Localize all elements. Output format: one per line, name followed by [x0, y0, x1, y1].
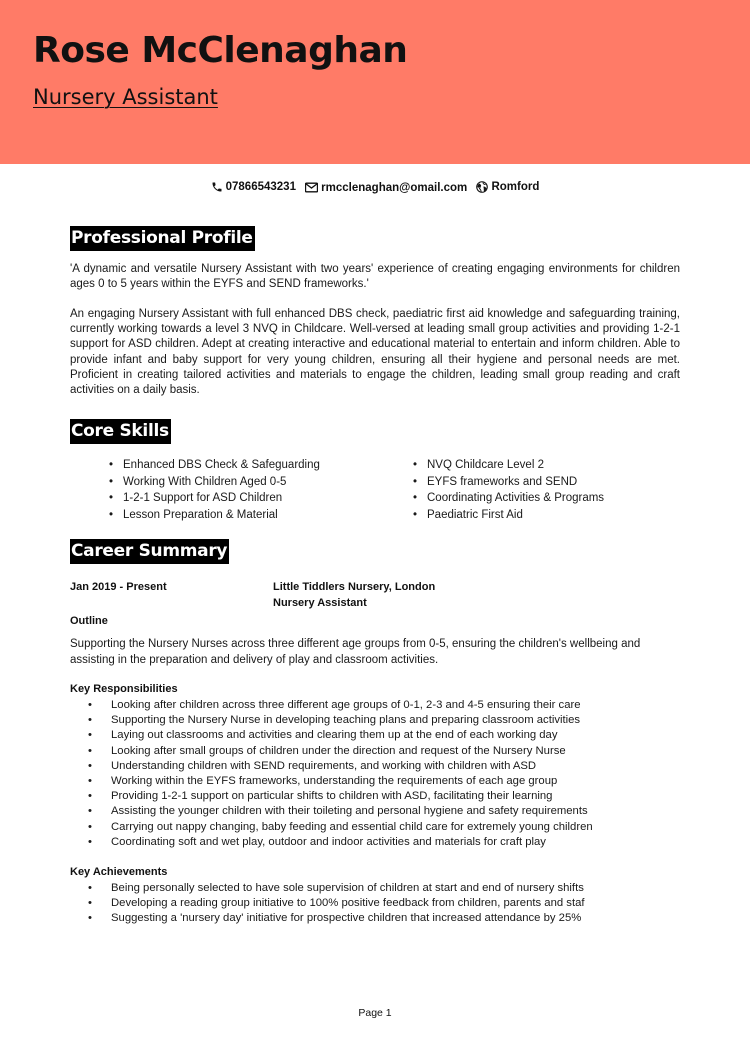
job-role: Nursery Assistant [273, 597, 367, 609]
skill-item: • EYFS frameworks and SEND [413, 474, 604, 491]
skill-item: • Enhanced DBS Check & Safeguarding [109, 457, 320, 474]
skill-item: • Coordinating Activities & Programs [413, 490, 604, 507]
achievements-list [70, 881, 690, 927]
list-item: • Being personally selected to have sole supervision of children at start and end of nursery shifts [70, 881, 690, 896]
contact-phone[interactable] [211, 181, 296, 193]
list-item: • Carrying out nappy changing, baby feeding and essential child care for extremely young children [70, 820, 690, 835]
job-dates: Jan 2019 - Present [70, 581, 167, 593]
globe-icon [476, 181, 488, 193]
list-item: • Laying out classrooms and activities and clearing them up at the end of each working day [70, 728, 690, 743]
contact-location [476, 181, 539, 193]
list-item: • Providing 1-2-1 support on particular shifts to children with ASD, facilitating their learning [70, 789, 690, 804]
achievements-label: Key Achievements [70, 866, 168, 878]
skills-list-left [109, 457, 320, 523]
outline-label: Outline [70, 615, 108, 627]
list-item: • Coordinating soft and wet play, outdoor and indoor activities and materials for craft play [70, 835, 690, 850]
profile-heading: Professional Profile [70, 226, 255, 251]
skill-item: • Paediatric First Aid [413, 507, 604, 524]
career-heading: Career Summary [70, 539, 229, 564]
skill-item: • Lesson Preparation & Material [109, 507, 320, 524]
skills-heading: Core Skills [70, 419, 171, 444]
list-item: • Supporting the Nursery Nurse in developing teaching plans and preparing classroom activities [70, 713, 690, 728]
email-address: rmcclenaghan@omail.com [321, 181, 468, 194]
location-text: Romford [491, 181, 540, 193]
responsibilities-list [70, 698, 690, 850]
contact-email[interactable] [305, 182, 467, 194]
page-number: Page 1 [358, 1007, 392, 1019]
contact-bar [0, 181, 750, 196]
profile-summary: 'A dynamic and versatile Nursery Assistant with two years' experience of creating engaging environments for children ages 0 to 5 years within the EYFS and SEND frameworks.' [70, 263, 680, 291]
phone-number: 07866543231 [225, 181, 296, 193]
employer-name: Little Tiddlers Nursery, London [273, 581, 436, 593]
list-item: • Understanding children with SEND requirements, and working with children with ASD [70, 759, 690, 774]
header-banner [0, 0, 750, 164]
list-item: • Looking after small groups of children under the direction and request of the Nursery Nurse [70, 744, 690, 759]
responsibilities-label: Key Responsibilities [70, 683, 178, 695]
envelope-icon [305, 182, 318, 193]
candidate-name: Rose McClenaghan [33, 30, 408, 71]
skill-item: • Working With Children Aged 0-5 [109, 474, 320, 491]
skill-item: • NVQ Childcare Level 2 [413, 457, 604, 474]
skills-list-right [413, 457, 604, 523]
profile-body: An engaging Nursery Assistant with full enhanced DBS check, paediatric first aid knowledge and safeguarding training, currently working towards a level 3 NVQ in Childcare. Well-versed at leading small group activities and providing 1-2-1 support for ASD children. Adept at creating interactive and educational material to entertain and inform children. Able to provide infant and baby support for very young children, ensuring all their hygiene and personal needs are met. Proficient in creating tailored activities and materials to engage the children, leading small group reading and craft activities on a daily basis. [70, 308, 680, 397]
job-title: Nursery Assistant [33, 85, 218, 109]
list-item: • Developing a reading group initiative to 100% positive feedback from children, parents and staf [70, 896, 690, 911]
list-item: • Working within the EYFS frameworks, understanding the requirements of each age group [70, 774, 690, 789]
skill-item: • 1-2-1 Support for ASD Children [109, 490, 320, 507]
outline-text: Supporting the Nursery Nurses across three different age groups from 0-5, ensuring the children's wellbeing and assisting in the preparation and delivery of play and classroom activities. [70, 638, 641, 666]
list-item: • Suggesting a 'nursery day' initiative for prospective children that increased attendance by 25% [70, 911, 690, 926]
list-item: • Looking after children across three different age groups of 0-1, 2-3 and 4-5 ensuring their care [70, 698, 690, 713]
phone-icon [211, 181, 223, 193]
list-item: • Assisting the younger children with their toileting and personal hygiene and safety requirements [70, 804, 690, 819]
